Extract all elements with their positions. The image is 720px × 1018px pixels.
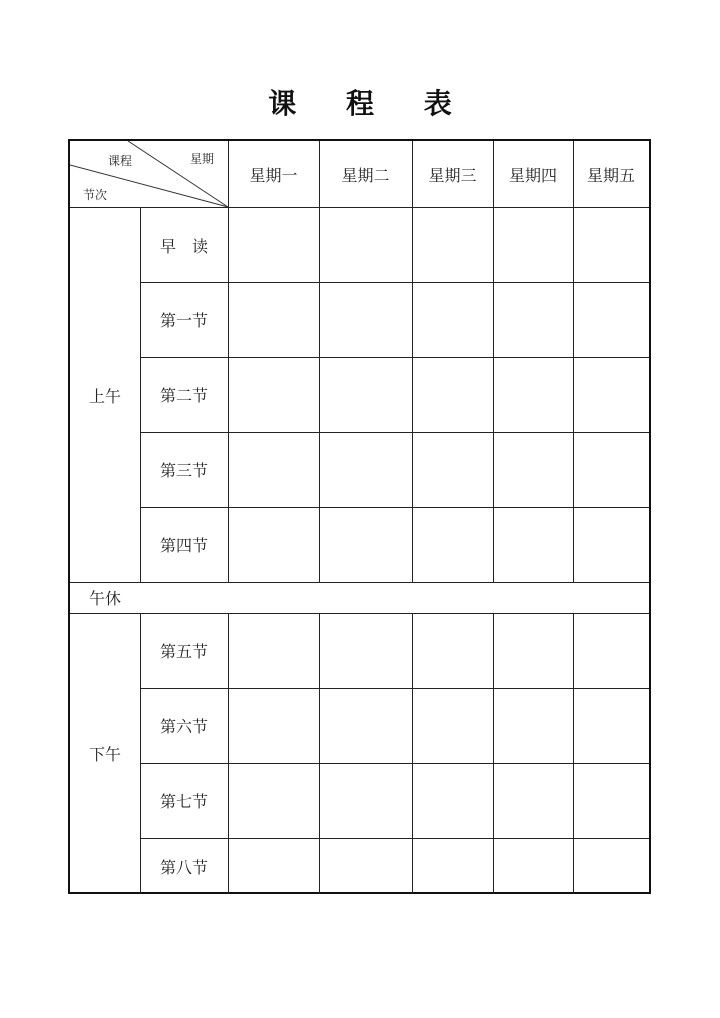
schedule-slot[interactable] [319,613,412,688]
timetable [68,139,651,894]
page-title: 课 程 表 [268,87,472,120]
grid-line [228,613,229,894]
grid-line [140,613,141,894]
period-label: 第八节 [159,857,208,877]
schedule-slot[interactable] [412,763,493,838]
period-label: 第一节 [159,311,208,330]
schedule-slot[interactable] [319,507,412,582]
schedule-slot[interactable] [228,282,319,357]
day-header-thu: 星期四 [508,165,557,185]
period-label: 早 读 [159,236,208,256]
day-header-wed: 星期三 [428,165,477,185]
schedule-slot[interactable] [573,208,649,282]
grid-line [319,141,320,582]
corner-period-label: 节次 [83,188,108,202]
section-label-morning: 上午 [88,386,121,406]
corner-weekday-label: 星期 [190,152,215,166]
grid-line [319,613,320,894]
schedule-slot[interactable] [228,507,319,582]
schedule-slot[interactable] [228,432,319,507]
schedule-slot[interactable] [228,613,319,688]
schedule-slot[interactable] [319,282,412,357]
period-label: 第三节 [159,461,208,480]
schedule-slot[interactable] [412,432,493,507]
grid-line [573,141,574,582]
schedule-slot[interactable] [573,838,649,894]
schedule-slot[interactable] [412,282,493,357]
section-label-noon: 午休 [88,589,121,608]
schedule-slot[interactable] [319,838,412,894]
schedule-slot[interactable] [493,613,573,688]
period-label: 第六节 [159,717,208,736]
schedule-slot[interactable] [573,357,649,432]
section-label-afternoon: 下午 [88,745,121,764]
day-header-mon: 星期一 [249,165,298,185]
schedule-slot[interactable] [228,208,319,282]
schedule-slot[interactable] [319,357,412,432]
schedule-slot[interactable] [319,688,412,763]
grid-line [573,613,574,894]
schedule-slot[interactable] [573,688,649,763]
schedule-slot[interactable] [228,763,319,838]
schedule-slot[interactable] [412,507,493,582]
corner-course-label: 课程 [108,154,133,168]
grid-line [228,141,229,582]
period-label: 第四节 [159,536,208,555]
schedule-slot[interactable] [228,357,319,432]
period-label: 第七节 [159,792,208,811]
grid-line [493,613,494,894]
grid-line [140,207,141,582]
schedule-slot[interactable] [228,688,319,763]
day-header-fri: 星期五 [586,165,635,185]
schedule-slot[interactable] [412,613,493,688]
schedule-slot[interactable] [412,688,493,763]
schedule-slot[interactable] [319,432,412,507]
schedule-slot[interactable] [573,432,649,507]
grid-line [70,582,649,583]
schedule-slot[interactable] [573,613,649,688]
grid-line [412,141,413,582]
schedule-slot[interactable] [573,282,649,357]
period-label: 第二节 [159,386,208,405]
day-header-tue: 星期二 [341,165,390,185]
schedule-slot[interactable] [493,688,573,763]
schedule-slot[interactable] [493,763,573,838]
schedule-slot[interactable] [493,357,573,432]
schedule-slot[interactable] [412,208,493,282]
grid-line [70,207,649,208]
schedule-slot[interactable] [573,763,649,838]
schedule-slot[interactable] [412,357,493,432]
schedule-slot[interactable] [228,838,319,894]
grid-line [412,613,413,894]
schedule-slot[interactable] [493,507,573,582]
schedule-slot[interactable] [493,208,573,282]
schedule-slot[interactable] [493,432,573,507]
schedule-slot[interactable] [493,838,573,894]
period-label: 第五节 [159,642,208,661]
schedule-slot[interactable] [412,838,493,894]
schedule-slot[interactable] [573,507,649,582]
schedule-slot[interactable] [493,282,573,357]
grid-line [70,613,649,614]
schedule-slot[interactable] [319,208,412,282]
grid-line [493,141,494,582]
schedule-slot[interactable] [319,763,412,838]
noon-break-slot[interactable] [140,582,649,613]
